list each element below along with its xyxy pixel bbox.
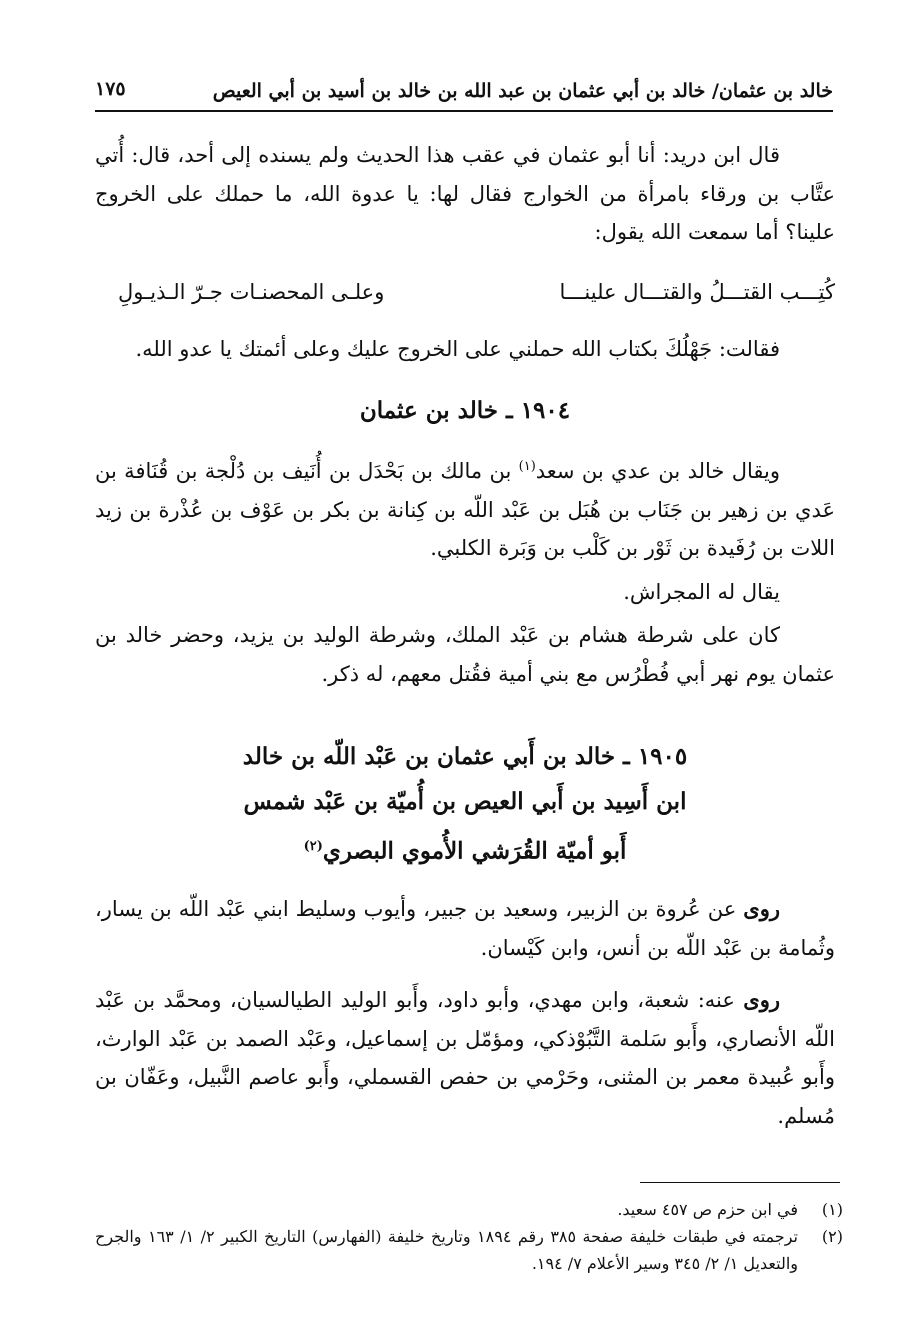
lineage-start: ويقال خالد بن عدي بن سعد: [535, 459, 780, 483]
entry-1905-heading-line-3: أَبو أميّة القُرَشي الأُموي البصري: [322, 837, 627, 865]
running-header: [95, 72, 833, 112]
narrated-from-paragraph: [95, 890, 835, 967]
narrated-by-text: عنه: شعبة، وابن مهدي، وأبو داود، وأَبو الوليد الطيالسيان، ومحمَّد بن عَبْد اللّه الأنصاري، وأَبو سَلمة التَّبُوْذكي، ومؤمّل بن إسماعيل، وعَبْد الصمد بن عَبْد الوارث، وأَبو عُبيدة معمر بن المثنى، وحَرْمي بن حفص القسملي، وأَبو عاصم النَّبيل، وعَفّان بن مُسلم.: [95, 988, 835, 1128]
entry-1904-heading: ١٩٠٤ ـ خالد بن عثمان: [359, 397, 571, 424]
footnote-1: [95, 1196, 843, 1223]
footnote-text: ترجمته في طبقات خليفة صفحة ٣٨٥ رقم ١٨٩٤ وتاريخ خليفة (الفهارس) التاريخ الكبير ٢/ ١/ ١٦٣ والجرح والتعديل ١/ ٢/ ٣٤٥ وسير الأعلام ٧/ ١٩٤.: [95, 1227, 798, 1273]
reply-paragraph: فقالت: جَهْلُكَ بكتاب الله حملني على الخروج عليك وعلى أئمتك يا عدو الله.: [135, 337, 780, 361]
narrated-by-label: روى: [743, 987, 780, 1012]
footnote-number: (١): [821, 1200, 843, 1219]
footnote-2: [95, 1223, 843, 1277]
entry-1904-nickname: يقال له المجراش.: [623, 579, 780, 604]
footnote-number: (٢): [821, 1227, 843, 1246]
verse-first-hemistich: كُتِـــب القتـــلُ والقتـــال علينـــا: [559, 280, 835, 304]
entry-1904-bio: كان على شرطة هشام بن عَبْد الملك، وشرطة الوليد بن يزيد، وحضر خالد بن عثمان يوم نهر أبي فُطْرُس مع بني أمية فقُتل معهم، له ذكر.: [95, 623, 835, 686]
entry-1905-heading: [95, 734, 835, 874]
footnote-divider: [640, 1182, 840, 1183]
entry-1905-heading-line-3-wrap: [95, 824, 835, 874]
reply-block: [95, 330, 835, 369]
footnotes: [95, 1196, 843, 1277]
entry-1904-text: [95, 448, 835, 693]
entry-1905-heading-line-1: ١٩٠٥ ـ خالد بن أَبي عثمان بن عَبْد اللّه بن خالد: [242, 743, 688, 770]
narrated-from-label: روى: [743, 896, 780, 921]
lineage-rest: بن مالك بن بَحْدَل بن أُنَيف بن دُلْجة بن قُنَافة بن عَدي بن زهير بن جَنَاب بن هُبَل بن عَبْد اللّه بن كِنانة بن بكر بن عَوْف بن عُذْرة بن زيد اللات بن رُفَيدة بن ثَوْر بن كَلْب بن وَبَرة الكلبي.: [95, 459, 835, 560]
entry-1904-lineage: [95, 448, 835, 568]
footnote-ref-1: (١): [518, 459, 536, 474]
intro-paragraph: قال ابن دريد: أنا أبو عثمان في عقب هذا الحديث ولم يسنده إلى أحد، قال: أُتي عتَّاب بن ورقاء بامرأة من الخوارج فقال لها: يا عدوة الله، ما حملك على الخروج علينا؟ أما سمعت الله يقول:: [95, 143, 835, 244]
footnote-text: في ابن حزم ص ٤٥٧ سعيد.: [617, 1200, 798, 1219]
footnote-ref-2: (٢): [303, 839, 323, 854]
running-title: خالد بن عثمان/ خالد بن أبي عثمان بن عبد الله بن خالد بن أسيد بن أبي العيص: [212, 80, 833, 102]
narrated-from-text: عن عُروة بن الزبير، وسعيد بن جبير، وأيوب وسليط ابني عَبْد اللّه بن يسار، وثُمامة بن عَبْد اللّه بن أنس، وابن كَيْسان.: [95, 897, 835, 960]
poetry-verse: [118, 280, 835, 318]
entry-1905-heading-line-2: ابن أَسِيد بن أَبي العيص بن أُميّة بن عَبْد شمس: [243, 788, 687, 815]
entry-1905-text: [95, 890, 835, 1135]
intro-paragraph-block: [95, 136, 835, 252]
narrated-by-paragraph: [95, 981, 835, 1135]
page-number: ١٧٥: [95, 78, 126, 100]
verse-second-hemistich: وعلـى المحصنـات جـرّ الـذيـولِ: [118, 280, 385, 304]
